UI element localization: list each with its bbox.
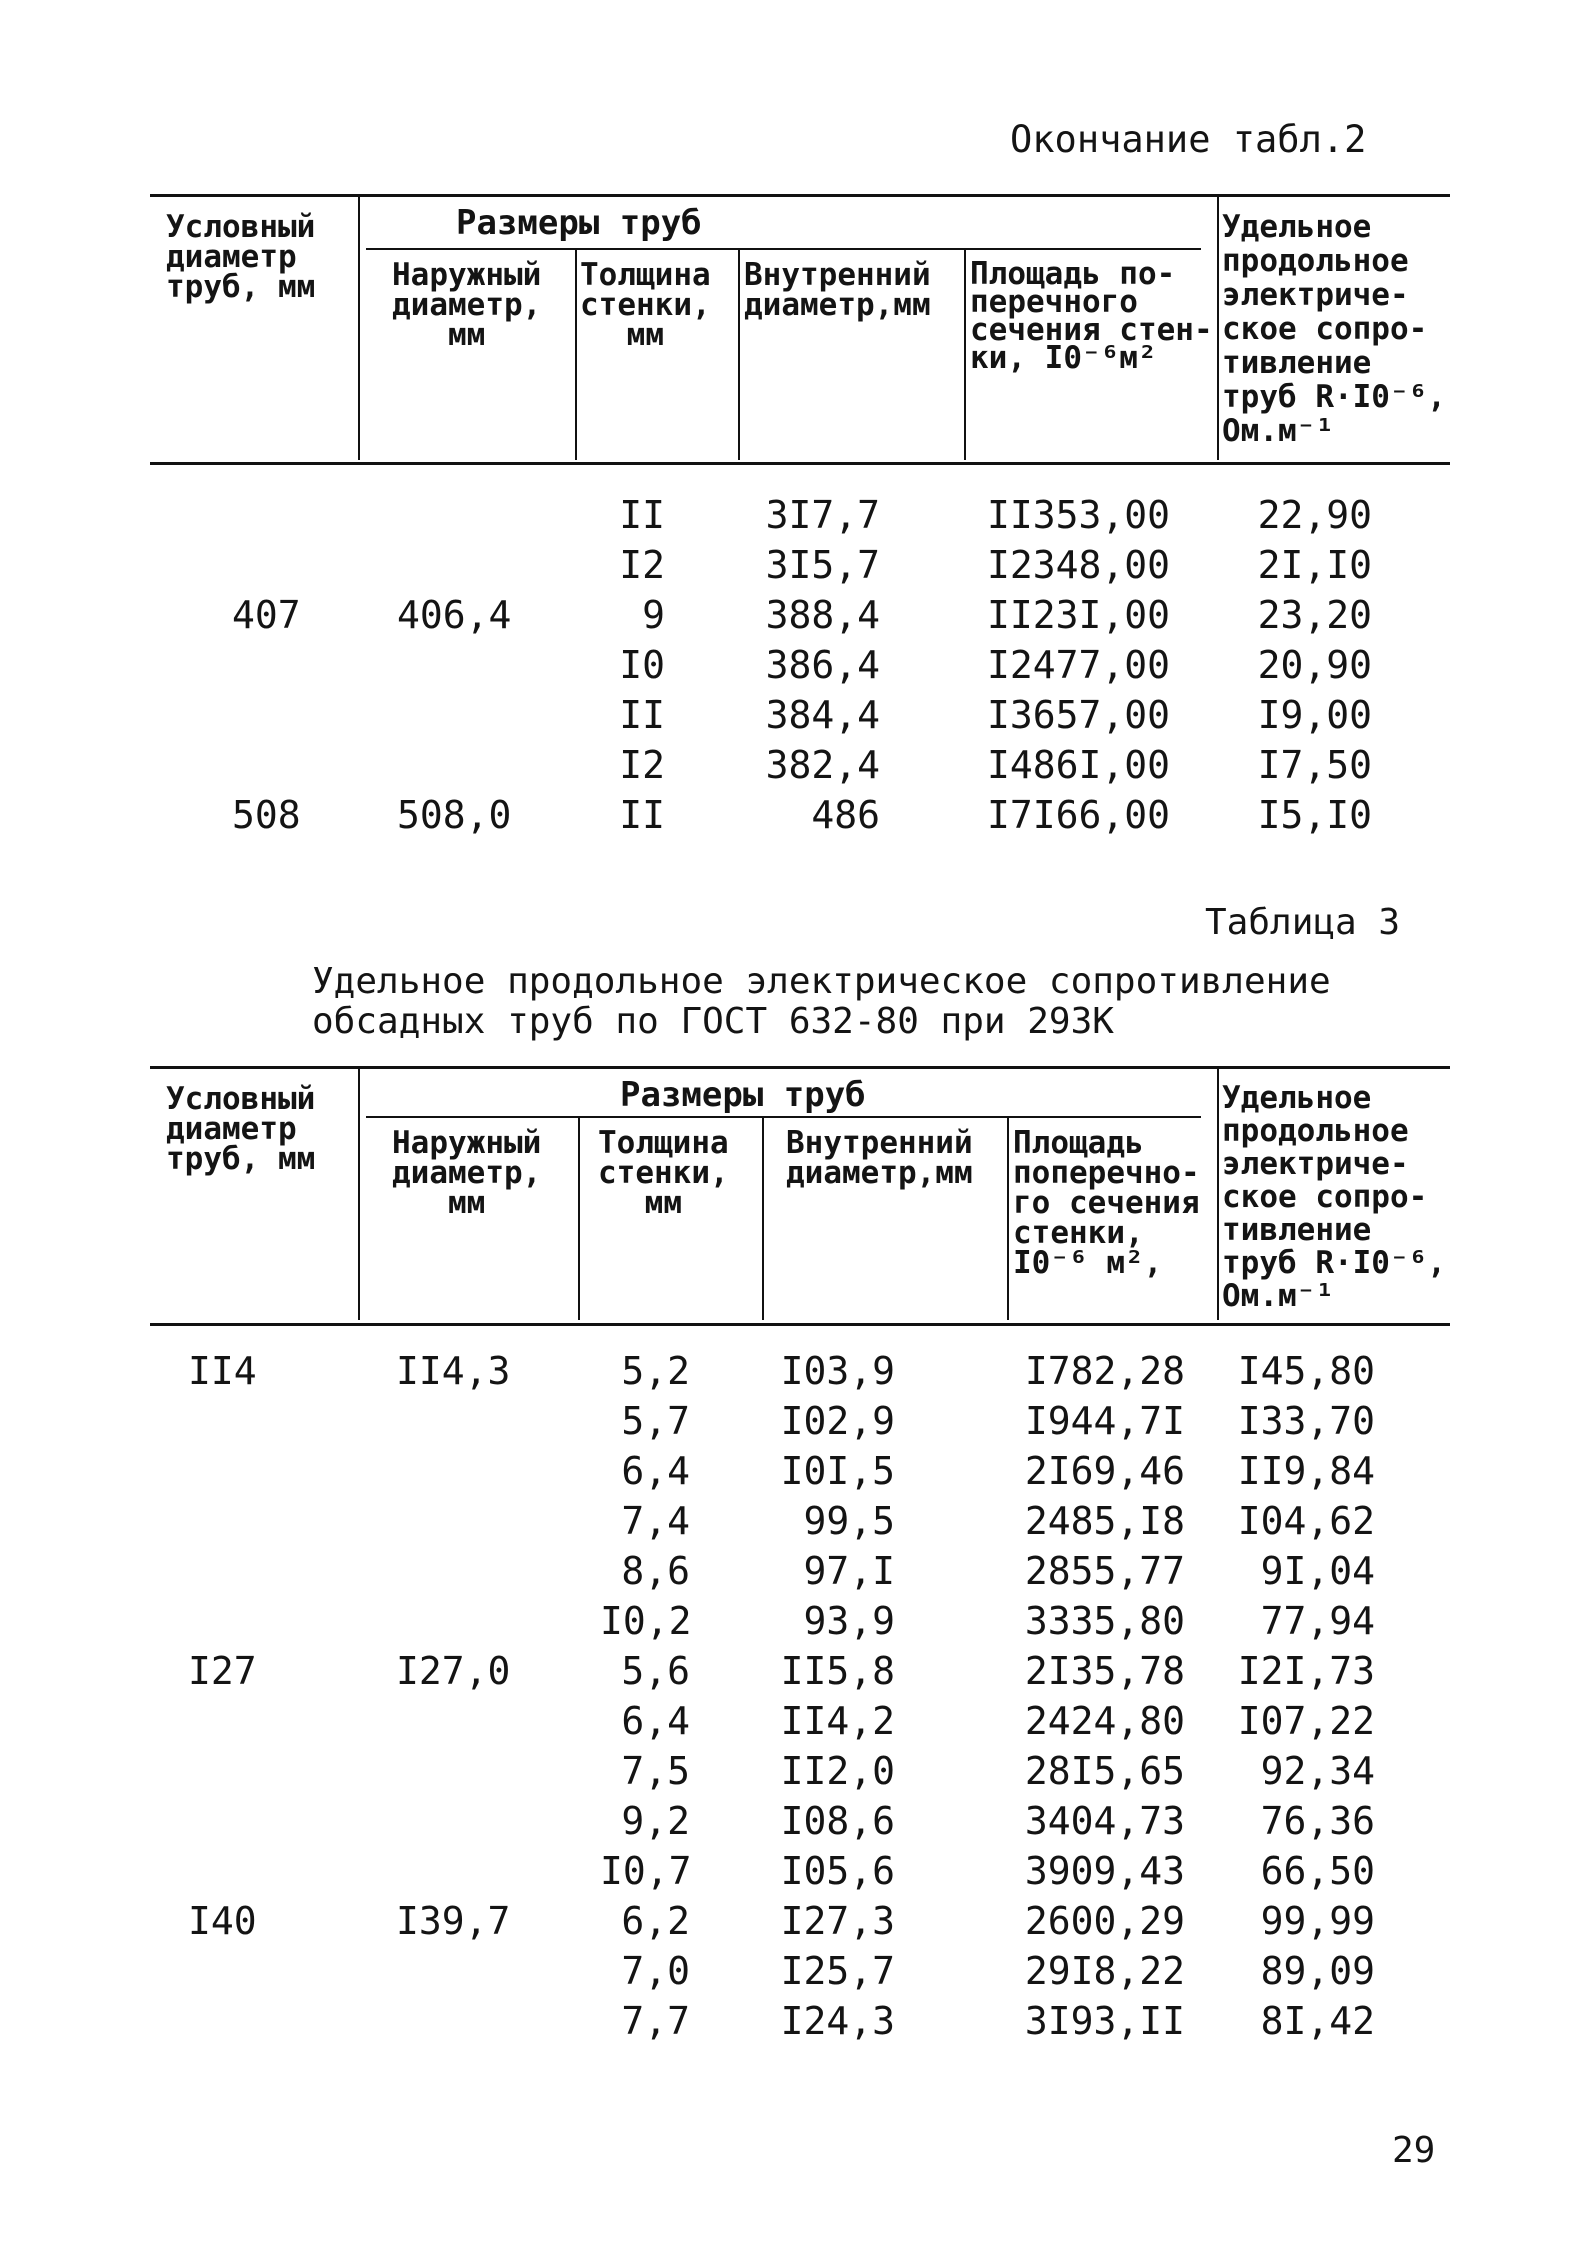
cell-area: 2I69,46 [1024,1449,1185,1493]
cell-inner: II2,0 [780,1749,895,1793]
table2-col-area [985,490,1170,840]
cell-inner: 3I5,7 [765,543,880,587]
cell-resist: I2I,73 [1237,1649,1375,1693]
table2-header-wall: Толщина стенки, мм [580,257,711,353]
cell-area: I486I,00 [986,743,1170,787]
cell-inner: 388,4 [765,593,880,637]
cell-wall: II [619,493,665,537]
table2-col-wall [585,490,665,840]
table3-col-resist [1225,1346,1375,2046]
cell-area: 3I93,II [1024,1999,1185,2043]
cell-area: I7I66,00 [986,793,1170,837]
cell-nominal-diameter: 508 [232,793,301,837]
cell-wall: 6,4 [621,1699,690,1743]
cell-resist: 23,20 [1257,593,1372,637]
cell-inner: I0I,5 [780,1449,895,1493]
table2-header-area: Площадь по- перечного сечения стен- ки, I0⁻⁶м² [970,256,1213,376]
cell-area: 2855,77 [1024,1549,1185,1593]
cell-resist: 99,99 [1260,1899,1375,1943]
cell-inner: I08,6 [780,1799,895,1843]
cell-area: 28I5,65 [1024,1749,1185,1793]
cell-area: I3657,00 [986,693,1170,737]
cell-area: I2477,00 [986,643,1170,687]
table2-header-outer: Наружный диаметр, мм [392,257,542,353]
cell-resist: I7,50 [1257,743,1372,787]
cell-outer-diameter: II4,3 [396,1349,511,1393]
cell-area: 29I8,22 [1024,1949,1185,1993]
cell-resist: I07,22 [1237,1699,1375,1743]
cell-area: 2I35,78 [1024,1649,1185,1693]
cell-resist: 20,90 [1257,643,1372,687]
cell-resist: 66,50 [1260,1849,1375,1893]
cell-inner: 93,9 [803,1599,895,1643]
table2-divider [575,250,577,460]
table3-label: Таблица 3 [1205,902,1401,943]
cell-area: 3404,73 [1024,1799,1185,1843]
table3-title [312,962,1331,1042]
cell-wall: 5,7 [621,1399,690,1443]
cell-wall: 9 [642,593,665,637]
table2-divider [1217,196,1219,460]
cell-outer-diameter: 406,4 [397,593,512,637]
cell-outer-diameter: I27,0 [396,1649,511,1693]
cell-resist: 92,34 [1260,1749,1375,1793]
cell-area: 3909,43 [1024,1849,1185,1893]
cell-wall: 7,5 [621,1749,690,1793]
table3-header-outer: Наружный диаметр, мм [392,1125,542,1221]
cell-area: 2485,I8 [1024,1499,1185,1543]
table2-col-inner [740,490,880,840]
cell-wall: 5,6 [621,1649,690,1693]
table3-header-area: Площадь поперечно- го сечения стенки, I0⁻⁶ м², [1013,1125,1200,1281]
cell-area: 2600,29 [1024,1899,1185,1943]
table3-sizes-underline [366,1116,1201,1118]
cell-resist: II9,84 [1237,1449,1375,1493]
table3-divider [1217,1068,1219,1320]
cell-resist: 89,09 [1260,1949,1375,1993]
table3-header-inner: Внутренний диаметр,мм [786,1125,973,1191]
table3-header-nominal: Условный диаметр труб, мм [166,1081,316,1177]
continuation-caption: Окончание табл.2 [1010,118,1367,161]
cell-resist: 2I,I0 [1257,543,1372,587]
table3-divider [762,1118,764,1320]
cell-inner: 99,5 [803,1499,895,1543]
cell-resist: 8I,42 [1260,1999,1375,2043]
table2-header-inner: Внутренний диаметр,мм [744,257,931,323]
cell-resist: 77,94 [1260,1599,1375,1643]
cell-inner: I02,9 [780,1399,895,1443]
table3-title-line2: обсадных труб по ГОСТ 632-80 при 293К [312,1001,1114,1042]
table3-header-sizes: Размеры труб [620,1075,866,1115]
cell-nominal-diameter: 407 [232,593,301,637]
table2-header-sizes: Размеры труб [456,203,702,243]
page-number: 29 [1392,2130,1436,2171]
cell-inner: 386,4 [765,643,880,687]
table3-divider [1007,1118,1009,1320]
cell-resist: 76,36 [1260,1799,1375,1843]
cell-area: 3335,80 [1024,1599,1185,1643]
cell-inner: I27,3 [780,1899,895,1943]
table3-header-resist: Удельное продольное электриче- ское сопро- тивление труб R·I0⁻⁶, Ом.м⁻¹ [1222,1080,1446,1314]
cell-resist: 22,90 [1257,493,1372,537]
cell-wall: 7,0 [621,1949,690,1993]
cell-resist: 9I,04 [1260,1549,1375,1593]
cell-wall: 6,2 [621,1899,690,1943]
cell-wall: 7,4 [621,1499,690,1543]
cell-wall: II [619,793,665,837]
cell-nominal-diameter: I27 [188,1649,257,1693]
table3-header-wall: Толщина стенки, мм [598,1125,729,1221]
table2-header-nominal: Условный диаметр труб, мм [166,209,316,305]
table3-col-wall [600,1346,690,2046]
cell-wall: 8,6 [621,1549,690,1593]
cell-area: I782,28 [1024,1349,1185,1393]
cell-resist: I5,I0 [1257,793,1372,837]
cell-inner: 486 [811,793,880,837]
table2-col-resist [1240,490,1372,840]
cell-inner: I05,6 [780,1849,895,1893]
cell-inner: I03,9 [780,1349,895,1393]
cell-inner: I25,7 [780,1949,895,1993]
table2-sizes-underline [366,248,1201,250]
cell-area: I2348,00 [986,543,1170,587]
cell-wall: I2 [619,743,665,787]
cell-wall: I0 [619,643,665,687]
cell-resist: I33,70 [1237,1399,1375,1443]
table3-col-area [1010,1346,1185,2046]
cell-nominal-diameter: I40 [188,1899,257,1943]
cell-inner: 382,4 [765,743,880,787]
cell-wall: II [619,693,665,737]
table3-divider [358,1068,360,1320]
cell-wall: 5,2 [621,1349,690,1393]
cell-resist: I04,62 [1237,1499,1375,1543]
cell-area: II353,00 [986,493,1170,537]
cell-inner: I24,3 [780,1999,895,2043]
cell-inner: 384,4 [765,693,880,737]
table3-divider [578,1118,580,1320]
cell-wall: 9,2 [621,1799,690,1843]
cell-resist: I45,80 [1237,1349,1375,1393]
table2-header-resist: Удельное продольное электриче- ское сопро- тивление труб R·I0⁻⁶, Ом.м⁻¹ [1222,209,1446,449]
table3-col-inner [770,1346,895,2046]
cell-area: II23I,00 [986,593,1170,637]
cell-inner: II5,8 [780,1649,895,1693]
cell-area: I944,7I [1024,1399,1185,1443]
cell-inner: II4,2 [780,1699,895,1743]
table3-title-line1: Удельное продольное электрическое сопротивление [312,961,1331,1002]
table2-divider [738,250,740,460]
cell-inner: 97,I [803,1549,895,1593]
cell-outer-diameter: I39,7 [396,1899,511,1943]
cell-inner: 3I7,7 [765,493,880,537]
cell-wall: I0,7 [600,1849,692,1893]
cell-nominal-diameter: II4 [188,1349,257,1393]
cell-area: 2424,80 [1024,1699,1185,1743]
cell-outer-diameter: 508,0 [397,793,512,837]
table2-divider [964,250,966,460]
table2-divider [358,196,360,460]
cell-wall: I0,2 [600,1599,692,1643]
cell-wall: 7,7 [621,1999,690,2043]
cell-wall: I2 [619,543,665,587]
cell-resist: I9,00 [1257,693,1372,737]
cell-wall: 6,4 [621,1449,690,1493]
